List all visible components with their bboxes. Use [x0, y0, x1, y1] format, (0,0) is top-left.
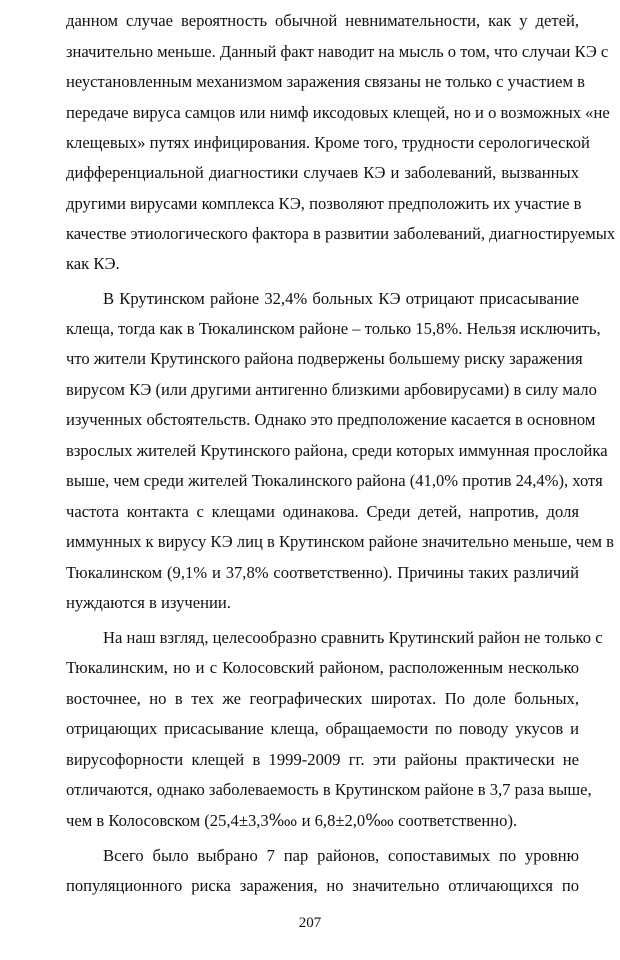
text-line: значительно меньше. Данный факт наводит на мысль о том, что случаи КЭ с: [66, 42, 609, 61]
text-line: как КЭ.: [66, 254, 120, 273]
text-line: взрослых жителей Крутинского района, среди которых иммунная прослойка: [66, 441, 608, 460]
text-line: клеща, тогда как в Тюкалинском районе – только 15,8%. Нельзя исключить,: [66, 319, 601, 338]
text-line: что жители Крутинского района подвержены большему риску заражения: [66, 349, 583, 368]
text-line: иммунных к вирусу КЭ лиц в Крутинском районе значительно меньше, чем в: [66, 532, 614, 551]
text-line: Тюкалинским, но и с Колосовский районом, расположенным несколько: [66, 658, 579, 677]
text-line: вирусом КЭ (или другими антигенно близкими арбовирусами) в силу мало: [66, 380, 597, 399]
text-line: вирусофорности клещей в 1999-2009 гг. эти районы практически не: [66, 750, 579, 769]
text-line: неустановленным механизмом заражения связаны не только с участием в: [66, 72, 585, 91]
page-number: 207: [298, 915, 322, 931]
text-line: качестве этиологического фактора в развитии заболеваний, диагностируемых: [66, 224, 616, 243]
text-line: частота контакта с клещами одинакова. Среди детей, напротив, доля: [66, 502, 579, 521]
text-line: популяционного риска заражения, но значительно отличающихся по: [66, 876, 579, 895]
text-line: клещевых» путях инфицирования. Кроме того, трудности серологической: [66, 133, 590, 152]
text-line: отличаются, однако заболеваемость в Крутинском районе в 3,7 раза выше,: [66, 780, 592, 799]
text-line: восточнее, но в тех же географических широтах. По доле больных,: [66, 689, 579, 708]
text-line: изученных обстоятельств. Однако это предположение касается в основном: [66, 410, 596, 429]
text-line: нуждаются в изучении.: [66, 593, 231, 612]
text-line: передаче вируса самцов или нимф иксодовых клещей, но и о возможных «не: [66, 103, 610, 122]
text-line: другими вирусами комплекса КЭ, позволяют предположить их участие в: [66, 194, 582, 213]
text-line: В Крутинском районе 32,4% больных КЭ отрицают присасывание: [103, 289, 579, 308]
text-line: Тюкалинском (9,1% и 37,8% соответственно). Причины таких различий: [66, 563, 579, 582]
text-line: чем в Колосовском (25,4±3,3‱ и 6,8±2,0‱ соответственно).: [66, 811, 518, 830]
text-line: Всего было выбрано 7 пар районов, сопоставимых по уровню: [103, 846, 579, 865]
text-line: отрицающих присасывание клеща, обращаемости по поводу укусов и: [66, 719, 579, 738]
text-line: дифференциальной диагностики случаев КЭ и заболеваний, вызванных: [66, 163, 579, 182]
text-line: данном случае вероятность обычной невнимательности, как у детей,: [66, 11, 579, 30]
text-line: выше, чем среди жителей Тюкалинского района (41,0% против 24,4%), хотя: [66, 471, 603, 490]
text-line: На наш взгляд, целесообразно сравнить Крутинский район не только с: [103, 628, 603, 647]
